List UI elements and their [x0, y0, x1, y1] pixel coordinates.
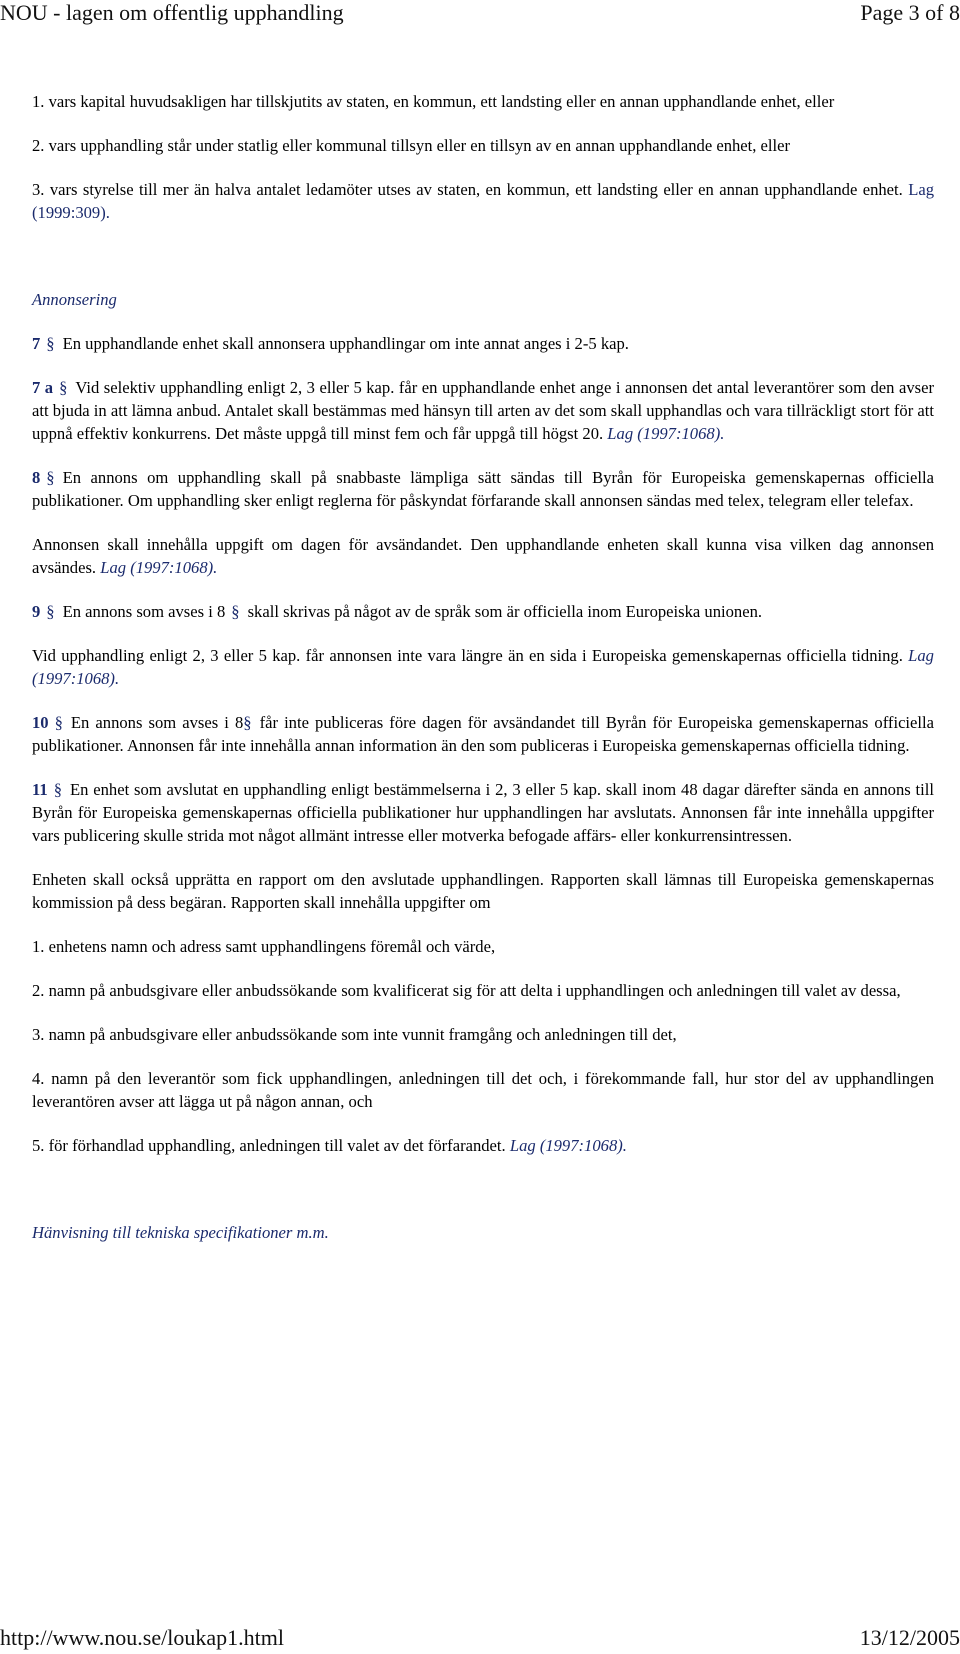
section-9	[32, 600, 934, 623]
print-date: 13/12/2005	[859, 1625, 960, 1650]
section-10	[32, 711, 934, 757]
section-number[interactable]: 8	[32, 468, 41, 487]
law-reference: Lag (1997:1068).	[509, 1136, 627, 1155]
section-8	[32, 466, 934, 512]
page-header	[0, 0, 960, 26]
section-heading: Annonsering	[32, 290, 117, 309]
section-heading: Hänvisning till tekniska specifikationer m.m.	[32, 1223, 329, 1242]
section-7	[32, 332, 934, 355]
list-item-text: 5. för förhandlad upphandling, anledningen till valet av det förfarandet.	[32, 1136, 506, 1155]
list-item-text: 3. vars styrelse till mer än halva antalet ledamöter utses av staten, en kommun, ett landsting eller en annan upphandlande enhet.	[32, 180, 903, 199]
page-footer	[0, 1625, 960, 1651]
link-icon[interactable]: §	[53, 780, 62, 799]
link-icon[interactable]: §	[46, 468, 55, 487]
page-url[interactable]: http://www.nou.se/loukap1.html	[0, 1625, 284, 1650]
list-item	[32, 1134, 934, 1157]
link-icon[interactable]: §	[46, 334, 55, 353]
list-item: 2. namn på anbudsgivare eller anbudssökande som kvalificerat sig för att delta i upphandlingen och anledningen till valet av dessa,	[32, 981, 901, 1000]
link-icon[interactable]: §	[54, 713, 63, 732]
section-text: En annons om upphandling skall på snabbaste lämpliga sätt sändas till Byrån för Europeiska gemenskapernas officiella publikationer. Om upphandling sker enligt reglerna för påskyndat förfarande skall annonsen sändas med telex, telegram eller telefax.	[32, 468, 934, 510]
list-item: 1. enhetens namn och adress samt upphandlingens föremål och värde,	[32, 937, 496, 956]
law-reference: Lag (1997:1068).	[100, 558, 218, 577]
section-number[interactable]: 7 a	[32, 378, 54, 397]
list-item	[32, 178, 934, 224]
link-icon[interactable]: §	[243, 713, 252, 732]
section-number[interactable]: 9	[32, 602, 41, 621]
list-item: 3. namn på anbudsgivare eller anbudssökande som inte vunnit framgång och anledningen till det,	[32, 1025, 677, 1044]
section-number[interactable]: 7	[32, 334, 41, 353]
section-text: skall skrivas på något av de språk som är officiella inom Europeiska unionen.	[247, 602, 763, 621]
section-text: Vid selektiv upphandling enligt 2, 3 eller 5 kap. får en upphandlande enhet ange i annonsen det antal leverantörer som den avser att bjuda in att lämna anbud. Antalet skall bestämmas med hänsyn till arten av det som skall upphandlas och vara tillräckligt stort för att uppnå effektiv konkurrens. Det måste uppgå till minst fem och får uppgå till högst 20.	[32, 378, 934, 443]
section-text: En annons som avses i 8	[70, 713, 244, 732]
list-item: 2. vars upphandling står under statlig eller kommunal tillsyn eller en tillsyn av en annan upphandlande enhet, eller	[32, 136, 791, 155]
law-reference: Lag (1997:1068).	[607, 424, 725, 443]
list-item: 4. namn på den leverantör som fick upphandlingen, anledningen till det och, i förekommande fall, hur stor del av upphandlingen leverantören avser att lägga ut på någon annan, och	[32, 1069, 934, 1111]
list-item: 1. vars kapital huvudsakligen har tillskjutits av staten, en kommun, ett landsting eller en annan upphandlande enhet, eller	[32, 92, 835, 111]
section-text: En enhet som avslutat en upphandling enligt bestämmelserna i 2, 3 eller 5 kap. skall inom 48 dagar därefter sända en annons till Byrån för Europeiska gemenskapernas officiella publikationer hur upphandlingen har avslutats. Annonsen får inte innehålla uppgifter vars publicering skulle strida mot något allmänt intresse eller motverka befogade affärs- eller konkurrensintressen.	[32, 780, 934, 845]
section-text: Annonsen skall innehålla uppgift om dagen för avsändandet. Den upphandlande enheten skall kunna visa vilken dag annonsen avsändes.	[32, 535, 934, 577]
link-icon[interactable]: §	[46, 602, 55, 621]
law-reference: Lag (1999:309).	[32, 180, 934, 222]
section-9-paragraph	[32, 644, 934, 690]
section-text: En upphandlande enhet skall annonsera upphandlingar om inte annat anges i 2-5 kap.	[62, 334, 629, 353]
section-11	[32, 778, 934, 847]
section-11-paragraph: Enheten skall också upprätta en rapport om den avslutade upphandlingen. Rapporten skall lämnas till Europeiska gemenskapernas kommission på dess begäran. Rapporten skall innehålla uppgifter om	[32, 870, 934, 912]
page-title: NOU - lagen om offentlig upphandling	[0, 0, 344, 25]
page-number: Page 3 of 8	[860, 0, 960, 25]
section-7a	[32, 376, 934, 445]
section-text: En annons som avses i 8	[62, 602, 226, 621]
link-icon[interactable]: §	[59, 378, 68, 397]
section-text: Vid upphandling enligt 2, 3 eller 5 kap. får annonsen inte vara längre än en sida i Europeiska gemenskapernas officiella tidning.	[32, 646, 903, 665]
link-icon[interactable]: §	[231, 602, 240, 621]
section-8-paragraph	[32, 533, 934, 579]
section-text: får inte publiceras före dagen för avsändandet till Byrån för Europeiska gemenskapernas officiella publikationer. Annonsen får inte innehålla annan information än den som publiceras i Europeiska gemenskapernas officiella tidning.	[32, 713, 934, 755]
section-number[interactable]: 11	[32, 780, 48, 799]
section-number[interactable]: 10	[32, 713, 49, 732]
document-body	[32, 90, 934, 1244]
law-reference: Lag (1997:1068).	[32, 646, 934, 688]
